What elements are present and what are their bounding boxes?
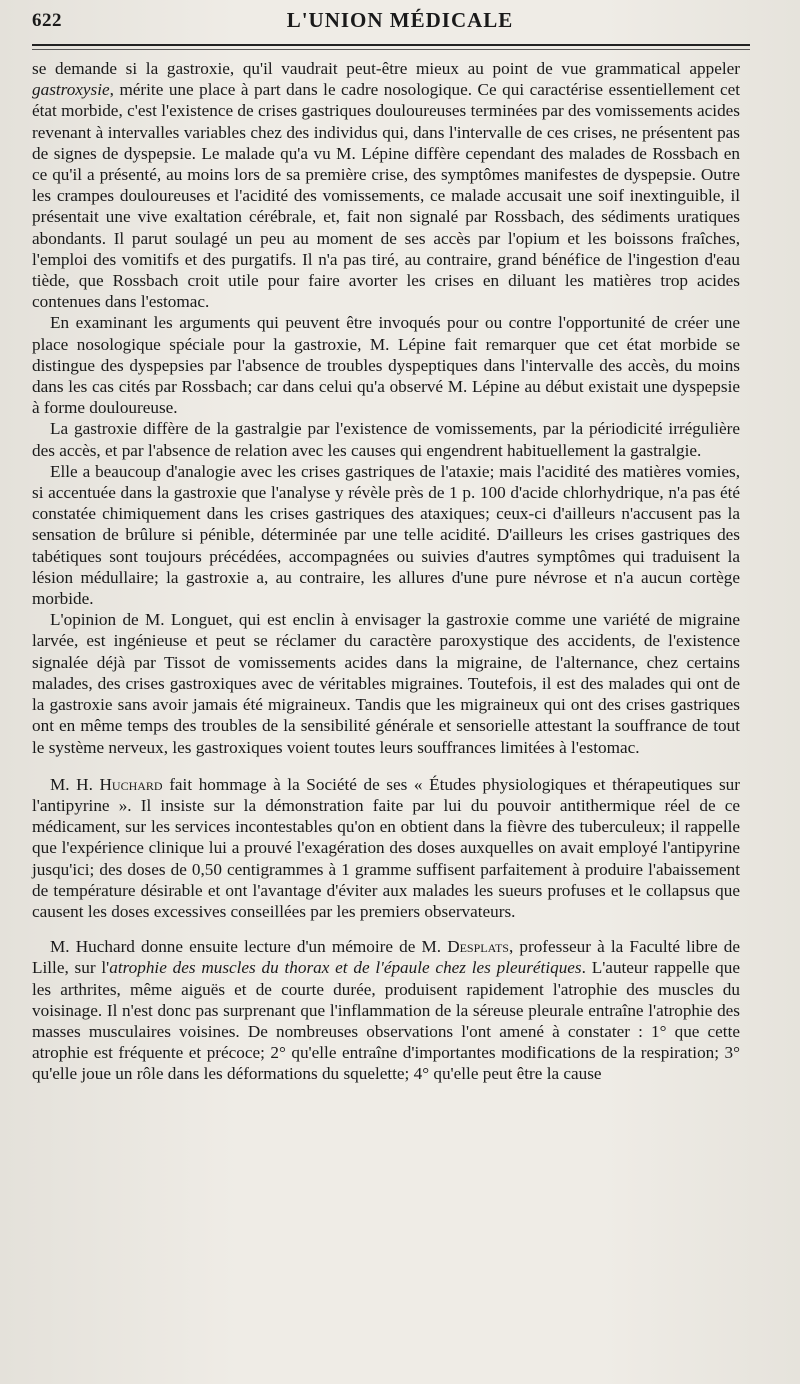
text-run: M. H.: [50, 774, 100, 794]
paragraph: [32, 461, 740, 609]
article-body: [32, 58, 740, 1085]
italic-text: atrophie des muscles du thorax et de l'épaule chez les pleurétiques: [109, 958, 582, 978]
text-run: . L'auteur rappelle que les arthrites, même aiguës et de courte durée, produisent rapidement l'atrophie des muscles du voisinage. Il n'est donc pas surprenant que l'inflammation de la séreuse pleurale entraîne l'atrophie des masses musculaires voisines. De nombreuses observations l'ont amené à constater : 1° que cette atrophie est fréquente et précoce; 2° qu'elle entraîne d'importantes modifications de la respiration; 3° qu'elle joue un rôle dans les déformations du squelette; 4° qu'elle peut être la cause: [32, 958, 740, 1084]
text-run: Elle a beaucoup d'analogie avec les crises gastriques de l'ataxie; mais l'acidité des matières vomies, si accentuée dans la gastroxie que l'analyse y révèle près de 1 p. 100 d'acide chlorhydrique, n'a pas été constatée chimiquement dans les crises gastriques des ataxiques; ceux-ci d'ailleurs n'accusent pas la sensation de brûlure si pénible, déterminée par une telle acidité. D'ailleurs les crises gastriques des tabétiques sont toujours précédées, accompagnées ou suivies d'autres symptômes qui traduisent la lésion médullaire; la gastroxie a, au contraire, les allures d'une pure névrose et n'a aucun cortège morbide.: [32, 461, 740, 609]
text-run: L'opinion de M. Longuet, qui est enclin à envisager la gastroxie comme une variété de migraine larvée, est ingénieuse et peut se réclamer du caractère paroxystique des accidents, de l'existence signalée déjà par Tissot de vomissements acides dans la migraine, de l'alternance, chez certains malades, des crises gastroxiques avec de véritables migraines. Toutefois, il est des malades qui ont de la gastroxie sans avoir jamais été migraineux. Tandis que les migraineux qui ont des crises gastriques ont en même temps des troubles de la sensibilité générale et sensorielle attestant la souffrance de tout le système nerveux, les gastroxiques voient toutes leurs souffrances limitées à l'estomac.: [32, 610, 740, 757]
page-header: [30, 6, 770, 34]
author-name: Huchard: [99, 774, 163, 794]
text-run: fait hommage à la Société de ses « Études physiologiques et thérapeutiques sur l'antipyrine ». Il insiste sur la démonstration faite par lui du pouvoir antithermique réel de ce médicament, sur les services incontestables qu'on en obtient dans la fièvre des tuberculeux; il rappelle que l'expérience clinique lui a prouvé l'exagération des doses auxquelles on avait employé l'antipyrine jusqu'ici; des doses de 0,50 centigrammes à 1 gramme suffisent parfaitement à produire l'abaissement de température désirable et ont l'avantage d'éviter aux malades les sueurs profuses et le collapsus que causent les doses excessives conseillées par les premiers observateurs.: [32, 774, 740, 921]
header-rule: [32, 44, 750, 46]
text-run: La gastroxie diffère de la gastralgie par l'existence de vomissements, par la périodicité irrégulière des accès, et par l'absence de relation avec les causes qui engendrent habituellement la gastralgie.: [32, 419, 740, 460]
text-run: se demande si la gastroxie, qu'il vaudrait peut-être mieux au point de vue grammatical appeler: [32, 59, 740, 78]
header-rule-thin: [32, 49, 750, 50]
text-run: , mérite une place à part dans le cadre nosologique. Ce qui caractérise essentiellement cet état morbide, c'est l'existence de crises gastriques douloureuses terminées par des vomissements acides revenant à intervalles variables chez des individus qui, dans l'intervalle de ces crises, ne présentent pas de signes de dyspepsie. Le malade qu'a vu M. Lépine diffère cependant des malades de Rossbach en ce qu'il a présenté, au moins lors de sa première crise, des symptômes manifestes de dyspepsie. Outre les crampes douloureuses et l'acidité des vomissements, ce malade accusait une soif inextinguible, il présentait une vive exaltation cérébrale, et, fait non signalé par Rossbach, des sédiments uratiques abondants. Il parut soulagé un peu au moment de ses accès par l'opium et les boissons fraîches, l'emploi des vomitifs et des purgatifs. Il n'a pas tiré, au contraire, grand bénéfice de l'ingestion d'eau tiède, que Rossbach croit utile pour faire avorter les crises en diluant les matières trop acides contenues dans l'estomac.: [32, 80, 740, 312]
page-number: 622: [32, 10, 62, 31]
text-run: M. Huchard donne ensuite lecture d'un mémoire de M.: [50, 937, 448, 957]
text-run: En examinant les arguments qui peuvent être invoqués pour ou contre l'opportunité de créer une place nosologique spéciale pour la gastroxie, M. Lépine fait remarquer que cet état morbide se distingue des dyspepsies par l'absence de troubles dyspeptiques dans l'intervalle des accès, du moins dans les cas cités par Rossbach; car dans celui qu'a observé M. Lépine au début existait une dyspepsie à forme douloureuse.: [32, 313, 740, 418]
paragraph: [32, 312, 740, 418]
journal-title: L'UNION MÉDICALE: [286, 8, 514, 32]
paragraph: [32, 418, 740, 460]
author-name: Desplats: [447, 937, 509, 957]
italic-text: gastroxysie: [32, 80, 110, 100]
text-run: , professeur à la Faculté libre de Lille, sur l': [32, 937, 740, 978]
paragraph: [32, 609, 740, 757]
paragraph: [32, 936, 740, 1084]
paragraph: [32, 774, 740, 922]
paragraph: [32, 58, 740, 312]
